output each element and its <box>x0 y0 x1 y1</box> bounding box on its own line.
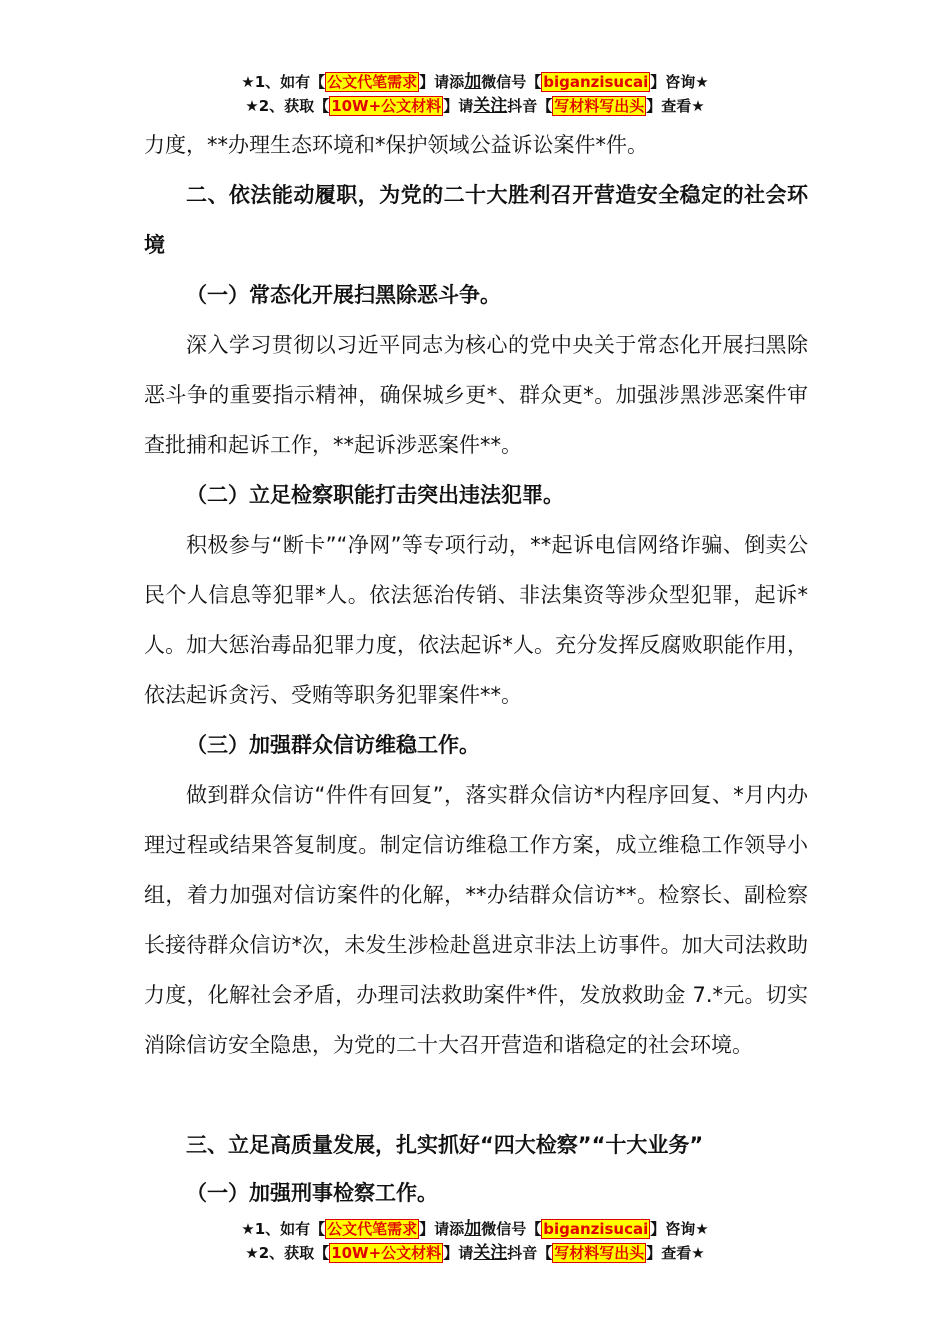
banner-text: ★1、如有【 <box>241 1220 326 1238</box>
banner-text: ★1、如有【 <box>241 73 326 91</box>
banner-highlight: 公文代笔需求 <box>327 1220 418 1238</box>
banner-text: 】请添 <box>419 1220 465 1238</box>
banner-underline: 关注 <box>473 1243 508 1263</box>
subsection-heading: （一）常态化开展扫黑除恶斗争。 <box>186 283 501 307</box>
banner-text: 】咨询★ <box>650 1220 709 1238</box>
banner-text: ★2、获取【 <box>245 97 330 115</box>
paragraph: 深入学习贯彻以习近平同志为核心的党中央关于常态化开展扫黑除恶斗争的重要指示精神，确保城乡更*、群众更*。加强涉黑涉恶案件审查批捕和起诉工作，**起诉涉恶案件**。 <box>144 333 808 457</box>
banner-text: 】请 <box>443 1244 474 1262</box>
banner-text: 抖音【 <box>507 97 553 115</box>
banner-highlight: biganzisucai <box>543 73 649 91</box>
banner-highlight: 写材料写出头 <box>554 97 645 115</box>
paragraph: 做到群众信访“件件有回复”，落实群众信访*内程序回复、*月内办理过程或结果答复制度。制定信访维稳工作方案，成立维稳工作领导小组，着力加强对信访案件的化解，**办结群众信访**。检察长、副检察长接待群众信访*次，未发生涉检赴邕进京非法上访事件。加大司法救助力度，化解社会矛盾，办理司法救助案件*件，发放救助金 7.*元。切实消除信访安全隐患，为党的二十大召开营造和谐稳定的社会环境。 <box>144 783 808 1057</box>
banner-text: 】查看★ <box>646 1244 705 1262</box>
banner-text: 】请添 <box>419 73 465 91</box>
subsection-heading: （三）加强群众信访维稳工作。 <box>186 733 480 757</box>
footer-banner <box>0 1217 950 1265</box>
banner-underline: 关注 <box>473 96 508 116</box>
banner-line-2 <box>0 1241 950 1265</box>
banner-text: 】请 <box>443 97 474 115</box>
banner-text: 】查看★ <box>646 97 705 115</box>
paragraph: 积极参与“断卡”“净网”等专项行动，**起诉电信网络诈骗、倒卖公民个人信息等犯罪*人。依法惩治传销、非法集资等涉众型犯罪，起诉*人。加大惩治毒品犯罪力度，依法起诉*人。充分发挥反腐败职能作用，依法起诉贪污、受贿等职务犯罪案件**。 <box>144 533 808 707</box>
banner-line-2 <box>0 94 950 118</box>
header-banner <box>0 70 950 118</box>
section-heading: 三、立足高质量发展，扎实抓好“四大检察”“十大业务” <box>186 1133 704 1157</box>
banner-text: 抖音【 <box>507 1244 553 1262</box>
section-heading: 二、依法能动履职，为党的二十大胜利召开营造安全稳定的社会环境 <box>144 183 808 257</box>
banner-highlight: biganzisucai <box>543 1220 649 1238</box>
subsection-heading: （二）立足检察职能打击突出违法犯罪。 <box>186 483 564 507</box>
banner-line-1 <box>0 1217 950 1241</box>
banner-highlight: 10W+公文材料 <box>331 97 442 115</box>
banner-text: 微信号【 <box>481 73 542 91</box>
banner-highlight: 公文代笔需求 <box>327 73 418 91</box>
banner-highlight: 写材料写出头 <box>554 1244 645 1262</box>
banner-underline: 加 <box>464 72 482 92</box>
paragraph: 力度，**办理生态环境和*保护领域公益诉讼案件*件。 <box>144 133 648 157</box>
banner-underline: 加 <box>464 1219 482 1239</box>
banner-text: 】咨询★ <box>650 73 709 91</box>
banner-text: 微信号【 <box>481 1220 542 1238</box>
banner-highlight: 10W+公文材料 <box>331 1244 442 1262</box>
subsection-heading: （一）加强刑事检察工作。 <box>186 1181 438 1205</box>
banner-text: ★2、获取【 <box>245 1244 330 1262</box>
banner-line-1 <box>0 70 950 94</box>
